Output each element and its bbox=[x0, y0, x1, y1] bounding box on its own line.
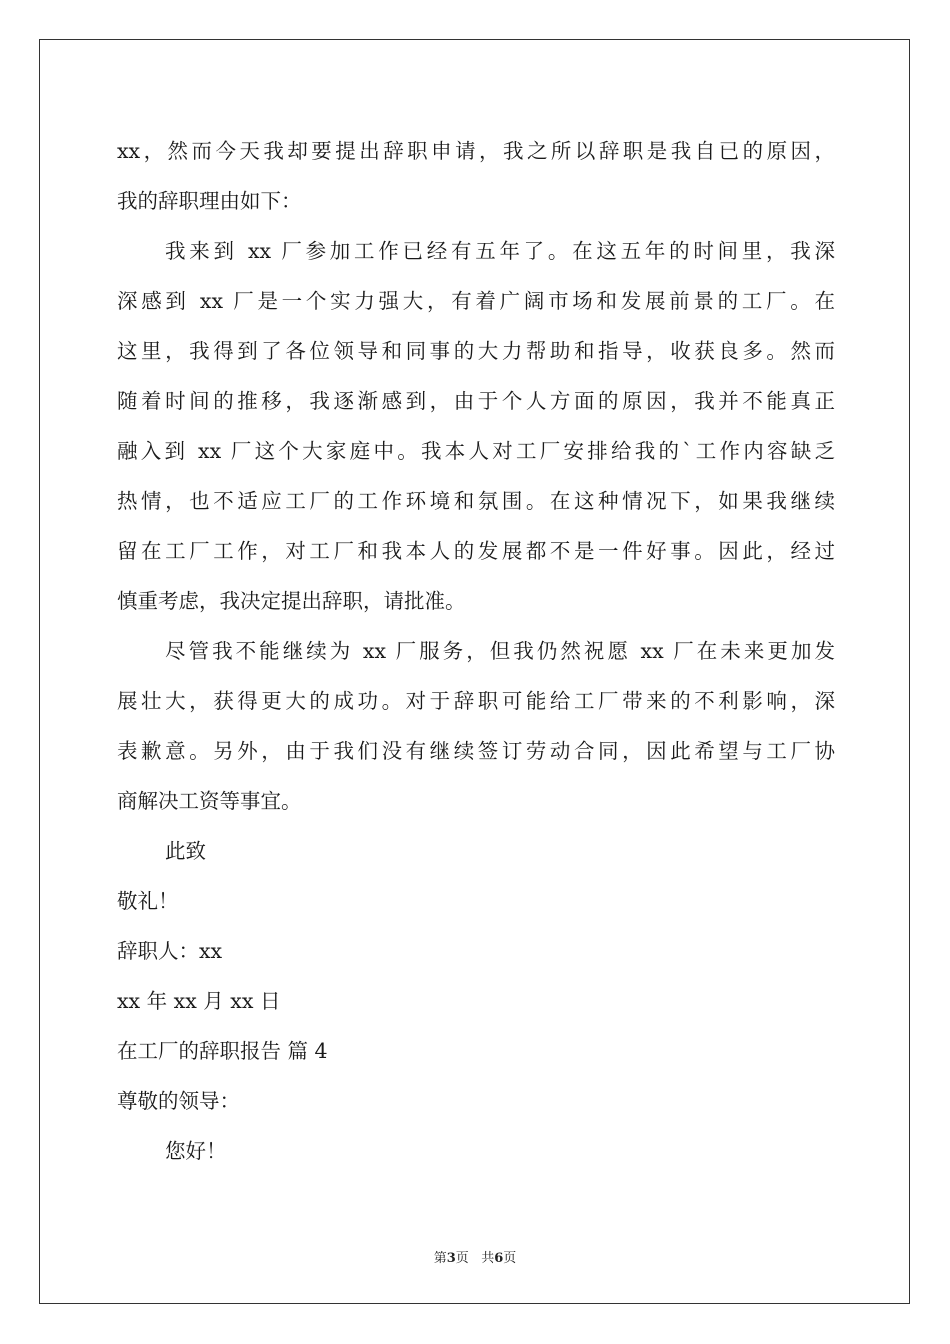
page-total: 6 bbox=[494, 1251, 504, 1266]
greeting-addressee: 尊敬的领导： bbox=[117, 1089, 240, 1113]
signer-line: 辞职人：xx bbox=[117, 939, 223, 963]
closing-regards: 敬礼！ bbox=[117, 889, 179, 913]
text-line: 融入到 xx 厂这个大家庭中。我本人对工厂安排给我的`工作内容缺乏 bbox=[117, 439, 835, 463]
section-title: 在工厂的辞职报告 篇 4 bbox=[117, 1039, 328, 1063]
date-line: xx 年 xx 月 xx 日 bbox=[117, 989, 281, 1013]
page-suffix: 页 bbox=[455, 1251, 469, 1266]
total-prefix: 共 bbox=[481, 1251, 495, 1266]
page-prefix: 第 bbox=[433, 1251, 447, 1266]
text-line: 展壮大，获得更大的成功。对于辞职可能给工厂带来的不利影响，深 bbox=[117, 689, 835, 713]
paragraph-start-line: 尽管我不能继续为 xx 厂服务，但我仍然祝愿 xx 厂在未来更加发 bbox=[165, 639, 835, 663]
text-line: 这里，我得到了各位领导和同事的大力帮助和指导，收获良多。然而 bbox=[117, 339, 835, 363]
total-suffix: 页 bbox=[503, 1251, 517, 1266]
page-current: 3 bbox=[446, 1251, 456, 1266]
text-line: 慎重考虑，我决定提出辞职，请批准。 bbox=[117, 589, 466, 613]
text-line: 深感到 xx 厂是一个实力强大，有着广阔市场和发展前景的工厂。在 bbox=[117, 289, 835, 313]
page-footer bbox=[0, 1247, 950, 1266]
greeting-hello: 您好！ bbox=[165, 1139, 227, 1163]
closing-salutation: 此致 bbox=[165, 839, 206, 863]
text-line: 表歉意。另外，由于我们没有继续签订劳动合同，因此希望与工厂协 bbox=[117, 739, 835, 763]
paragraph-start-line: 我来到 xx 厂参加工作已经有五年了。在这五年的时间里，我深 bbox=[165, 239, 835, 263]
text-line: 商解决工资等事宜。 bbox=[117, 789, 302, 813]
text-line: 我的辞职理由如下： bbox=[117, 189, 302, 213]
text-line: 随着时间的推移，我逐渐感到，由于个人方面的原因，我并不能真正 bbox=[117, 389, 835, 413]
document-body bbox=[117, 126, 835, 1176]
text-line: 留在工厂工作，对工厂和我本人的发展都不是一件好事。因此，经过 bbox=[117, 539, 835, 563]
text-line: 热情，也不适应工厂的工作环境和氛围。在这种情况下，如果我继续 bbox=[117, 489, 835, 513]
text-line: xx，然而今天我却要提出辞职申请，我之所以辞职是我自已的原因， bbox=[117, 139, 835, 163]
